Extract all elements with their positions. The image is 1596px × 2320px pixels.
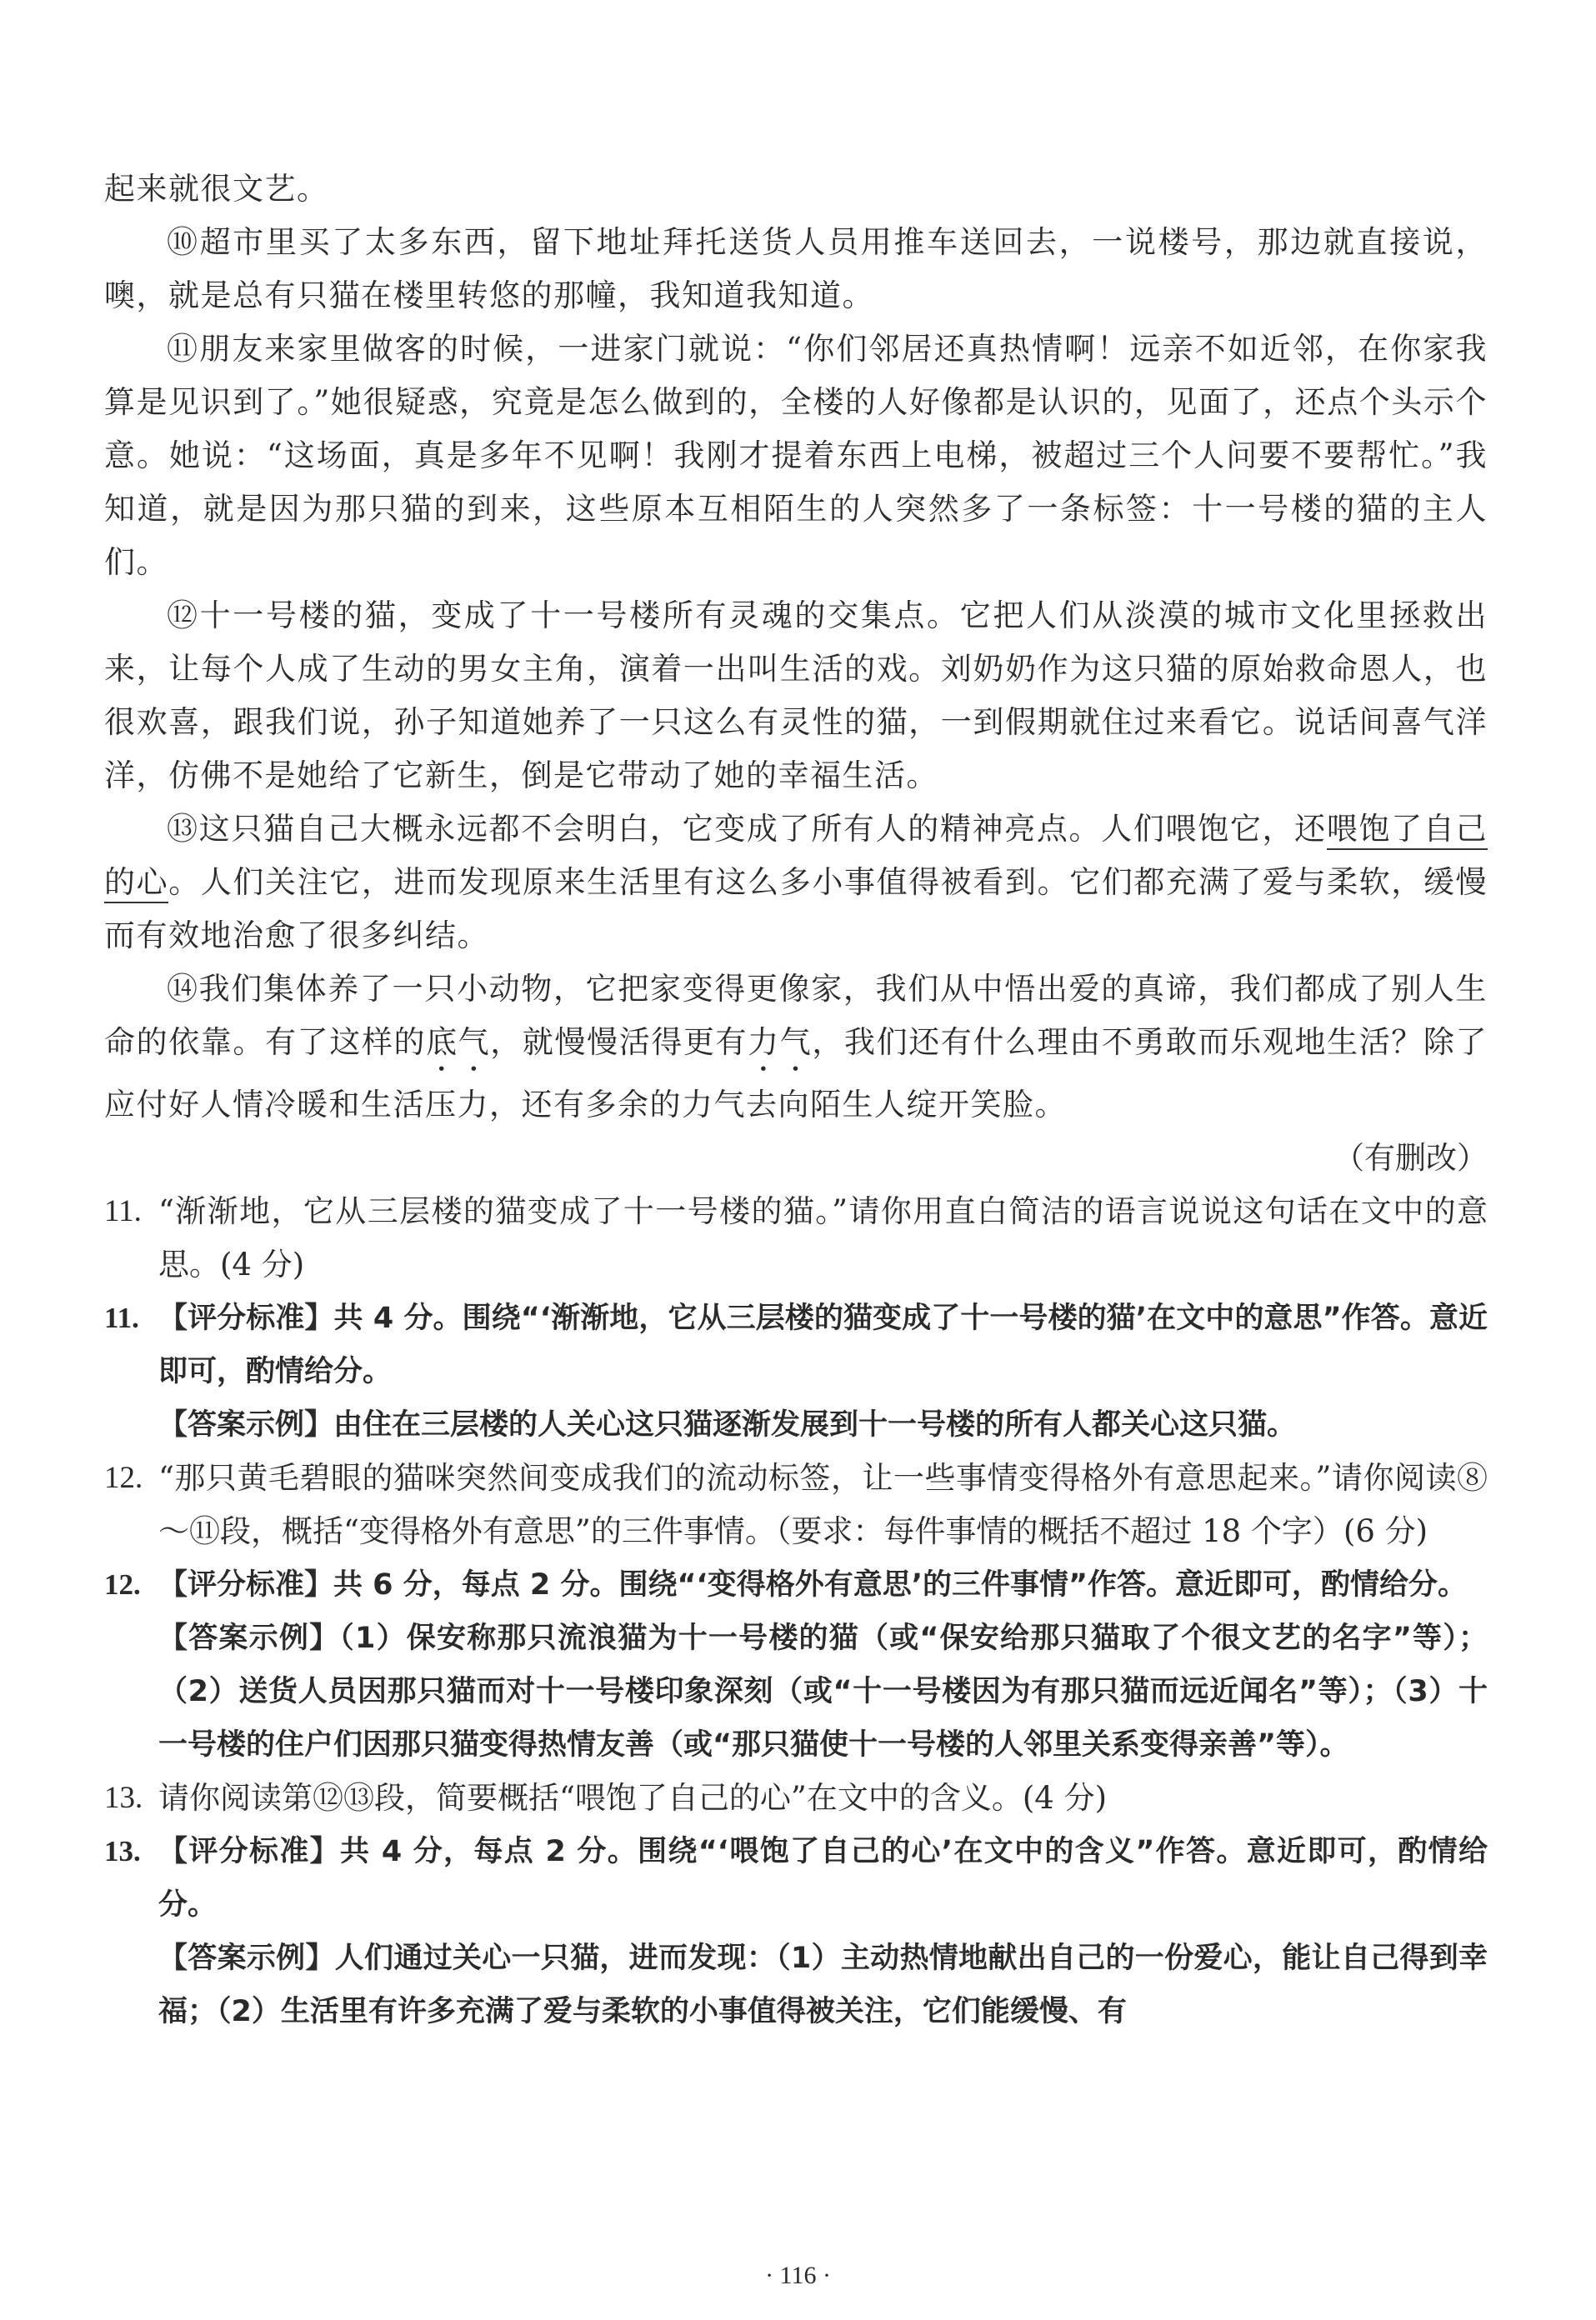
p13-text-b: 。人们关注它，进而发现原来生活里有这么多小事值得被看到。它们都充满了爱与柔软，缓慢而有效地治愈了很多纠结。 (104, 864, 1488, 953)
p14-text-b: ，就慢慢活得更有 (490, 1024, 748, 1060)
passage-paragraph-10: ⑩超市里买了太多东西，留下地址拜托送货人员用推车送回去，一说楼号，那边就直接说，噢，就是总有只猫在楼里转悠的那幢，我知道我知道。 (104, 224, 1488, 313)
passage-paragraph-13 (104, 802, 1488, 962)
content (104, 162, 1488, 2038)
scoring-standard: 【评分标准】共 6 分，每点 2 分。围绕“‘变得格外有意思’的三件事情”作答。意近即可，酌情给分。 (158, 1568, 1468, 1602)
p14-text-c: ，我们还有什么理由不勇敢而乐观地生活？除了应付好人情冷暖和生活压力，还有多余的力气去向陌生人绽开笑脸。 (104, 1024, 1488, 1122)
question-number: 11. (104, 1194, 142, 1228)
dotted-word-liqi: 力气 (748, 1024, 813, 1060)
scoring-standard: 【评分标准】共 4 分。围绕“‘渐渐地，它从三层楼的猫变成了十一号楼的猫’在文中的意思”作答。意近即可，酌情给分。 (158, 1302, 1488, 1388)
question-number: 13. (104, 1781, 143, 1815)
answer-number: 11. (104, 1302, 139, 1334)
source-note: （有删改） (1333, 1140, 1488, 1176)
answer-example: 【答案示例】人们通过关心一只猫，进而发现：（1）主动热情地献出自己的一份爱心，能让自己得到幸福；（2）生活里有许多充满了爱与柔软的小事值得被关注，它们能缓慢、有 (158, 1942, 1488, 2028)
answer-13-standard (104, 1825, 1488, 1932)
p13-text-a: ⑬这只猫自己大概永远都不会明白，它变成了所有人的精神亮点。人们喂饱它，还 (167, 811, 1327, 847)
question-12 (104, 1452, 1488, 1558)
answer-number: 12. (104, 1568, 141, 1601)
passage-paragraph-11: ⑪朋友来家里做客的时候，一进家门就说：“你们邻居还真热情啊！远亲不如近邻，在你家我算是见识到了。”她很疑惑，究竟是怎么做到的，全楼的人好像都是认识的，见面了，还点个头示个意。她说：“这场面，真是多年不见啊！我刚才提着东西上电梯，被超过三个人问要不要帮忙。”我知道，就是因为那只猫的到来，这些原本互相陌生的人突然多了一条标签：十一号楼的猫的主人们。 (104, 331, 1488, 580)
page-number: · 116 · (765, 2262, 831, 2289)
question-text: “渐渐地，它从三层楼的猫变成了十一号楼的猫。”请你用直白简洁的语言说说这句话在文中的意思。(4 分) (158, 1193, 1488, 1282)
answer-11-example (104, 1398, 1488, 1452)
question-text: 请你阅读第⑫⑬段，简要概括“喂饱了自己的心”在文中的含义。(4 分) (158, 1780, 1108, 1816)
answer-example: 【答案示例】由住在三层楼的人关心这只猫逐渐发展到十一号楼的所有人都关心这只猫。 (158, 1408, 1297, 1442)
question-13 (104, 1772, 1488, 1825)
underlined-phrase: 喂饱了自己的心 (104, 811, 1488, 903)
scoring-standard: 【评分标准】共 4 分，每点 2 分。围绕“‘喂饱了自己的心’在文中的含义”作答。意近即可，酌情给分。 (158, 1835, 1488, 1922)
answer-12-standard (104, 1558, 1488, 1612)
answer-number: 13. (104, 1835, 141, 1868)
question-text: “那只黄毛碧眼的猫咪突然间变成我们的流动标签，让一些事情变得格外有意思起来。”请你阅读⑧～⑪段，概括“变得格外有意思”的三件事情。（要求：每件事情的概括不超过 18 个字）(6 分) (158, 1460, 1488, 1549)
answer-example: 【答案示例】（1）保安称那只流浪猫为十一号楼的猫（或“保安给那只猫取了个很文艺的名字”等）；（2）送货人员因那只猫而对十一号楼印象深刻（或“十一号楼因为有那只猫而远近闻名”等）；（3）十一号楼的住户们因那只猫变得热情友善（或“那只猫使十一号楼的人邻里关系变得亲善”等）。 (158, 1622, 1488, 1762)
answer-12-example (104, 1612, 1488, 1772)
p14-text-a: ⑭我们集体养了一只小动物，它把家变得更像家，我们从中悟出爱的真谛，我们都成了别人生命的依靠。有了这样的 (104, 971, 1488, 1060)
answer-11-standard (104, 1292, 1488, 1398)
passage-paragraph-14 (104, 962, 1488, 1132)
question-number: 12. (104, 1461, 143, 1495)
dotted-word-diqi: 底气 (426, 1024, 491, 1060)
passage-paragraph-12: ⑫十一号楼的猫，变成了十一号楼所有灵魂的交集点。它把人们从淡漠的城市文化里拯救出来，让每个人成了生动的男女主角，演着一出叫生活的戏。刘奶奶作为这只猫的原始救命恩人，也很欢喜，跟我们说，孙子知道她养了一只这么有灵性的猫，一到假期就住过来看它。说话间喜气洋洋，仿佛不是她给了它新生，倒是它带动了她的幸福生活。 (104, 598, 1488, 793)
passage-paragraph-0: 起来就很文艺。 (104, 171, 329, 207)
answer-13-example (104, 1932, 1488, 2038)
question-11 (104, 1185, 1488, 1292)
